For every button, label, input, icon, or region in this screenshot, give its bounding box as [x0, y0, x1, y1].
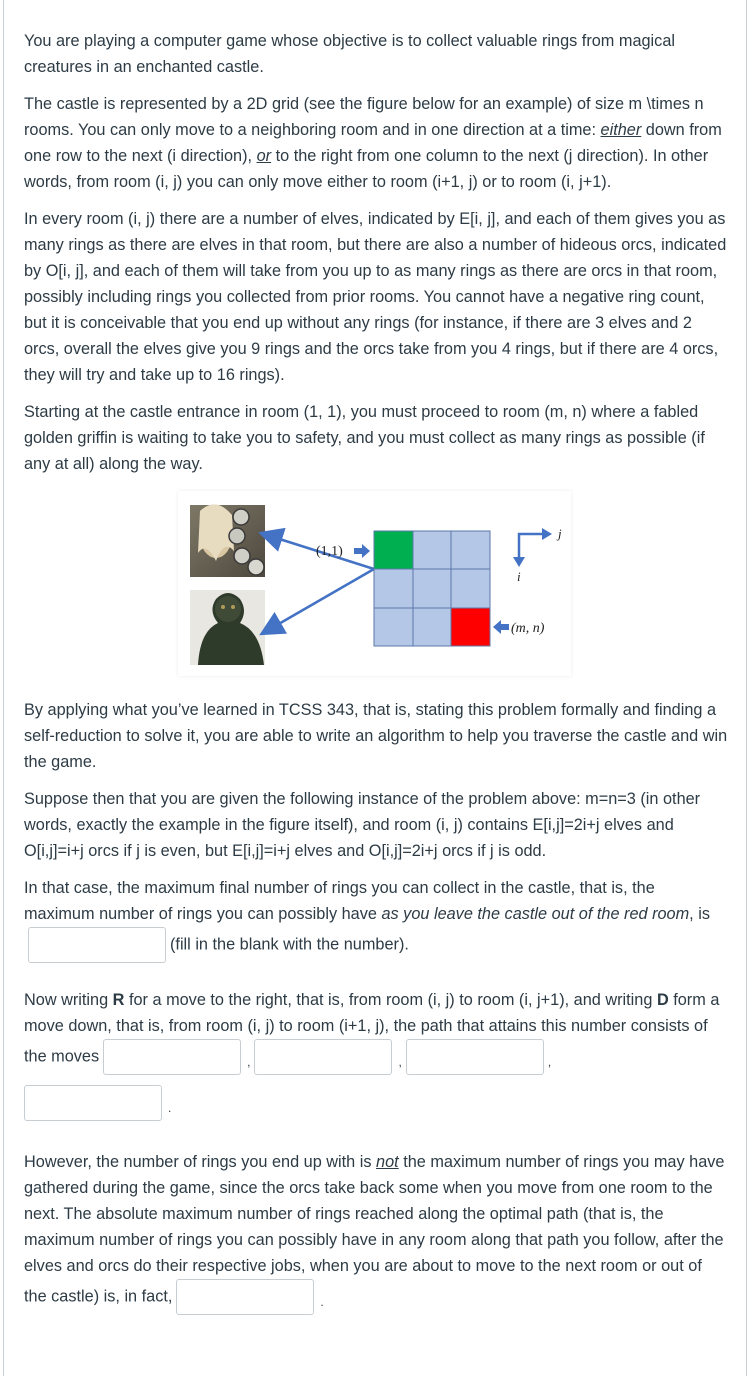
- move-1-input[interactable]: [103, 1039, 241, 1075]
- separator: ,: [547, 1055, 552, 1069]
- intro-paragraph: You are playing a computer game whose objective is to collect valuable rings from magical creatures in an enchanted castle.: [24, 32, 675, 76]
- text-span: The castle is represented by a 2D grid (see the figure below for an example) of size m \times n rooms. You can only move to a neighboring room and in one direction at a time:: [24, 95, 704, 139]
- elf-image: [190, 504, 265, 577]
- j-arrowhead-icon: [542, 528, 552, 540]
- grid-cell: [451, 569, 490, 608]
- text-span: form a move down, that is, from room (i, j) to room (i+1, j), the path that attains this number consists of the moves: [24, 991, 720, 1066]
- castle-figure: [178, 491, 571, 676]
- grid-cell: [451, 531, 490, 569]
- text-span: (fill in the blank with the number).: [170, 935, 409, 954]
- max-rings-input[interactable]: [28, 927, 166, 963]
- text-span: However, the number of rings you end up with is: [24, 1153, 377, 1171]
- grid-description-paragraph: [24, 91, 728, 195]
- end-label: (m, n): [511, 621, 545, 636]
- grid-cell: [374, 608, 413, 646]
- grid-cell-start: [374, 531, 413, 569]
- separator: ,: [247, 1055, 251, 1069]
- text-span: to the right from one column to the next (j direction). In other words, from room (i, j) you can only move either to room (i+1, j) or to room (i, j+1).: [24, 147, 709, 191]
- grid-cell-end: [451, 608, 490, 646]
- move-3-input[interactable]: [406, 1039, 544, 1075]
- orc-arrow: [270, 569, 374, 629]
- text-span: Now writing: [24, 991, 113, 1009]
- text-span: for a move to the right, that is, from room (i, j) to room (i, j+1), and writing: [124, 991, 657, 1009]
- period: .: [168, 1101, 172, 1115]
- i-label: i: [517, 569, 521, 584]
- grid-cell: [374, 569, 413, 608]
- orc-image: [190, 590, 265, 665]
- absolute-max-paragraph: [24, 1149, 728, 1315]
- grid-cell: [413, 608, 451, 646]
- elves-orcs-paragraph: In every room (i, j) there are a number of elves, indicated by E[i, j], and each of them gives you as many rings as there are elves in that room, but there are also a number of hideous orcs, indicated by O[i, j], and each of them will take from you up to as many rings as there are orcs in that room, possibly including rings you collected from prior rooms. You cannot have a negative ring count, but it is conceivable that you end up without any rings (for instance, if there are 3 elves and 2 orcs, overall the elves give you 9 rings and the orcs take from you 4 rings, but if there are 4 orcs, they will try and take up to 16 rings).: [24, 210, 727, 384]
- either-emphasis: either: [600, 121, 642, 139]
- path-paragraph: [24, 987, 728, 1121]
- text-span: the maximum number of rings you may have gathered during the game, since the orcs take back some when you move from one room to the next. The absolute maximum number of rings reached along the optimal path (that is, the maximum number of rings you can possibly have in any room along that path you follow, after the elves and orcs do their respective jobs, when you are about to move to the next room or out of the castle) is, in fact,: [24, 1153, 725, 1306]
- red-room-emphasis: as you leave the castle out of the red room: [381, 905, 690, 923]
- start-arrow-icon: [354, 544, 370, 558]
- i-arrowhead-icon: [513, 557, 525, 567]
- question-content: [24, 28, 728, 1326]
- absolute-max-input[interactable]: [176, 1279, 314, 1315]
- instance-paragraph: Suppose then that you are given the following instance of the problem above: m=n=3 (in other words, exactly the example in the figure itself), and room (i, j) contains E[i,j]=2i+j elves and O[i,j]=i+j orcs if j is even, but E[i,j]=i+j elves and O[i,j]=2i+j orcs if j is odd.: [24, 790, 701, 860]
- move-4-input[interactable]: [24, 1085, 162, 1121]
- d-bold: D: [656, 991, 669, 1009]
- castle-grid: [374, 531, 490, 646]
- grid-cell: [413, 531, 451, 569]
- separator: ,: [398, 1055, 402, 1069]
- text-span: , is: [689, 905, 710, 923]
- j-label: j: [558, 526, 562, 541]
- castle-diagram: [178, 491, 571, 676]
- r-bold: R: [112, 991, 125, 1009]
- max-rings-paragraph: [24, 875, 728, 963]
- period: .: [320, 1295, 324, 1309]
- end-arrow-icon: [493, 620, 509, 634]
- start-end-paragraph: Starting at the castle entrance in room (1, 1), you must proceed to room (m, n) where a fabled golden griffin is waiting to take you to safety, and you must collect as many rings as possible (if any at all) along the way.: [24, 403, 705, 473]
- start-label: (1,1): [316, 544, 343, 559]
- move-2-input[interactable]: [254, 1039, 392, 1075]
- text-span: In that case, the maximum final number of rings you can collect in the castle, that is, the maximum number of rings you can possibly have: [24, 879, 655, 923]
- not-emphasis: not: [376, 1153, 399, 1171]
- algorithm-paragraph: By applying what you’ve learned in TCSS 343, that is, stating this problem formally and finding a self-reduction to solve it, you are able to write an algorithm to help you traverse the castle and win the game.: [24, 701, 728, 771]
- text-span: down from one row to the next (i direction),: [24, 121, 722, 165]
- or-emphasis: or: [256, 147, 272, 165]
- grid-cell: [413, 569, 451, 608]
